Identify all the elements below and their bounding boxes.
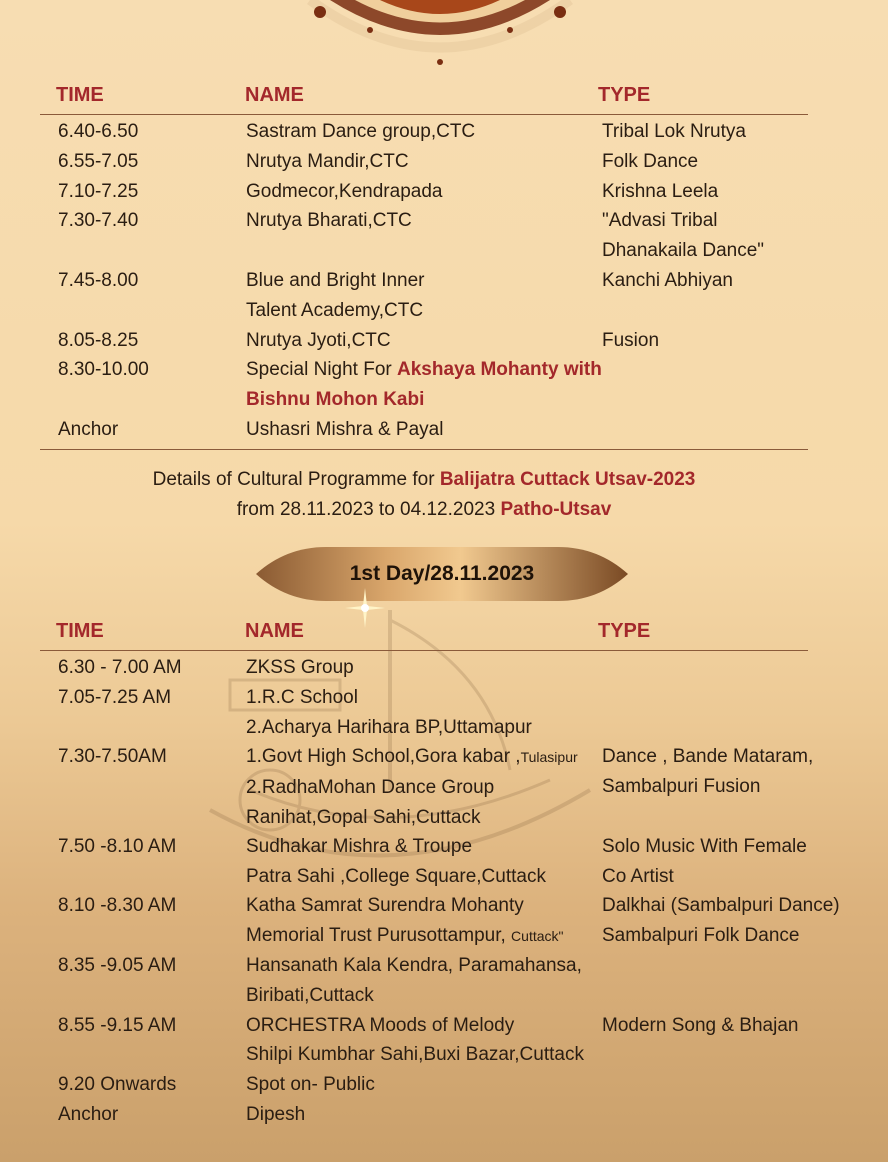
- name-line: ZKSS Group: [246, 657, 354, 678]
- artist-highlight: Bishnu Mohon Kabi: [246, 389, 425, 411]
- header-name: NAME: [245, 620, 304, 642]
- type-line: Dhanakaila Dance": [602, 240, 765, 262]
- row-name: [246, 326, 606, 356]
- name-line: [246, 891, 606, 921]
- type-line: Sambalpuri Fusion: [602, 776, 761, 798]
- type-line: Co Artist: [602, 865, 674, 887]
- details-line-2: [0, 495, 848, 525]
- name-main: Ranihat,Gopal Sahi,Cuttack: [246, 806, 481, 828]
- type-line: Tribal Lok Nrutya: [602, 121, 746, 142]
- header-type: TYPE: [598, 84, 651, 106]
- name-line: Talent Academy,CTC: [246, 299, 424, 321]
- details-text: Details of Cultural Programme for: [152, 469, 440, 490]
- row-name: [246, 1100, 606, 1130]
- day-label: 1st Day/28.11.2023: [349, 562, 535, 585]
- header-time: TIME: [56, 620, 104, 642]
- name-main: Katha Samrat Surendra Mohanty: [246, 895, 524, 917]
- table-row: [40, 891, 840, 951]
- name-main: Memorial Trust Purusottampur,: [246, 925, 512, 947]
- row-name: [246, 147, 606, 177]
- row-time: Anchor: [58, 418, 119, 440]
- date-range: from 28.11.2023 to 04.12.2023: [236, 499, 501, 520]
- table-row: [40, 355, 808, 415]
- row-time: 7.30-7.40: [58, 210, 139, 232]
- table-header: [40, 620, 808, 650]
- name-line: Nrutya Jyoti,CTC: [246, 329, 391, 351]
- name-line: Biribati,Cuttack: [246, 984, 374, 1006]
- row-type: [602, 147, 862, 177]
- table-end-divider: [40, 449, 808, 450]
- type-line: Dance , Bande Mataram,: [602, 746, 814, 768]
- row-type: [602, 832, 862, 892]
- row-name: [246, 266, 606, 326]
- name-line: Patra Sahi ,College Square,Cuttack: [246, 865, 546, 887]
- row-time: 7.30-7.50AM: [58, 746, 167, 768]
- mandala-ornament-icon: [300, 0, 580, 70]
- row-time: 8.10 -8.30 AM: [58, 895, 177, 917]
- row-time: Anchor: [58, 1103, 119, 1125]
- name-line: Spot on- Public: [246, 1074, 375, 1096]
- row-name: [246, 206, 606, 236]
- type-line: Fusion: [602, 329, 660, 351]
- row-type: [602, 742, 862, 802]
- table-row: [40, 1070, 808, 1100]
- type-line: Solo Music With Female: [602, 835, 807, 857]
- row-name: [246, 683, 606, 743]
- row-name: [246, 415, 606, 445]
- day-banner: [256, 545, 628, 603]
- row-name: [246, 832, 606, 892]
- row-time: 6.30 - 7.00 AM: [58, 657, 182, 678]
- row-time: 8.55 -9.15 AM: [58, 1014, 177, 1036]
- row-time: 8.35 -9.05 AM: [58, 954, 177, 976]
- row-name: [246, 355, 606, 415]
- type-line: Kanchi Abhiyan: [602, 269, 733, 291]
- programme-details: [0, 465, 848, 525]
- row-time: 8.30-10.00: [58, 359, 149, 381]
- row-time: 9.20 Onwards: [58, 1074, 177, 1096]
- table-row: [40, 177, 808, 207]
- row-name: [246, 742, 606, 832]
- name-prefix: Special Night For: [246, 359, 398, 381]
- schedule-table-1: [40, 84, 808, 450]
- row-time: 8.05-8.25: [58, 329, 139, 351]
- table-row: [40, 415, 808, 445]
- row-type: [602, 891, 862, 951]
- row-name: [246, 117, 606, 147]
- row-time: 7.05-7.25 AM: [58, 686, 172, 708]
- artist-highlight: Akshaya Mohanty with: [397, 359, 602, 381]
- row-name: [246, 177, 606, 207]
- row-type: [602, 326, 862, 356]
- type-line: Krishna Leela: [602, 180, 719, 202]
- table-row: [40, 147, 808, 177]
- name-line: Dipesh: [246, 1103, 306, 1125]
- table-row: [40, 742, 814, 831]
- table-row: [40, 266, 808, 326]
- name-note: Cuttack": [511, 928, 564, 945]
- event-subtitle: Patho-Utsav: [500, 499, 612, 520]
- row-time: 6.55-7.05: [58, 150, 139, 172]
- name-line: Ushasri Mishra & Payal: [246, 418, 444, 440]
- type-line: Sambalpuri Folk Dance: [602, 925, 800, 947]
- row-type: [602, 117, 862, 147]
- name-line: Nrutya Mandir,CTC: [246, 150, 409, 172]
- header-name: NAME: [245, 84, 304, 106]
- event-title: Balijatra Cuttack Utsav-2023: [439, 469, 696, 490]
- table-row: [40, 326, 808, 356]
- name-main: 2.RadhaMohan Dance Group: [246, 777, 495, 799]
- table-body: [40, 651, 840, 1130]
- table-row: [40, 653, 808, 683]
- name-line: [246, 773, 606, 803]
- type-line: "Advasi Tribal: [602, 210, 718, 232]
- table-row: [40, 206, 808, 266]
- row-name: [246, 653, 606, 683]
- name-line: Godmecor,Kendrapada: [246, 180, 443, 202]
- row-time: 7.45-8.00: [58, 269, 139, 291]
- name-line: 1.R.C School: [246, 686, 358, 708]
- name-main: 1.Govt High School,Gora kabar ,: [246, 746, 521, 768]
- name-line: Hansanath Kala Kendra, Paramahansa,: [246, 954, 582, 976]
- row-type: [602, 266, 862, 296]
- table-row: [40, 1100, 808, 1130]
- name-line: [246, 803, 606, 833]
- table-body: [40, 115, 808, 445]
- row-name: [246, 1070, 606, 1100]
- header-type: TYPE: [598, 620, 651, 642]
- name-note: Tulasipur: [520, 749, 578, 766]
- name-line: Nrutya Bharati,CTC: [246, 210, 412, 232]
- name-line: Shilpi Kumbhar Sahi,Buxi Bazar,Cuttack: [246, 1044, 584, 1066]
- table-header: [40, 84, 808, 114]
- row-time: 6.40-6.50: [58, 121, 139, 142]
- row-time: 7.50 -8.10 AM: [58, 835, 177, 857]
- name-line: 2.Acharya Harihara BP,Uttamapur: [246, 716, 532, 738]
- row-type: [602, 206, 862, 266]
- schedule-table-2: [40, 620, 840, 1130]
- table-row: [40, 117, 808, 147]
- details-line-1: [0, 465, 848, 495]
- type-line: Modern Song & Bhajan: [602, 1014, 799, 1036]
- row-type: [602, 177, 862, 207]
- name-line: [246, 921, 606, 952]
- table-row: [40, 951, 808, 1011]
- name-line: [246, 742, 606, 773]
- type-line: Folk Dance: [602, 150, 699, 172]
- table-row: [40, 683, 808, 743]
- table-row: [40, 1011, 808, 1071]
- name-line: Sastram Dance group,CTC: [246, 121, 476, 142]
- row-name: [246, 1011, 606, 1071]
- name-line: Blue and Bright Inner: [246, 269, 425, 291]
- type-line: Dalkhai (Sambalpuri Dance): [602, 895, 840, 917]
- row-type: [602, 1011, 862, 1041]
- header-time: TIME: [56, 84, 104, 106]
- row-name: [246, 951, 606, 1011]
- row-name: [246, 891, 606, 952]
- row-time: 7.10-7.25: [58, 180, 139, 202]
- name-line: ORCHESTRA Moods of Melody: [246, 1014, 515, 1036]
- name-line: [246, 355, 606, 385]
- table-row: [40, 832, 808, 892]
- name-line: Sudhakar Mishra & Troupe: [246, 835, 473, 857]
